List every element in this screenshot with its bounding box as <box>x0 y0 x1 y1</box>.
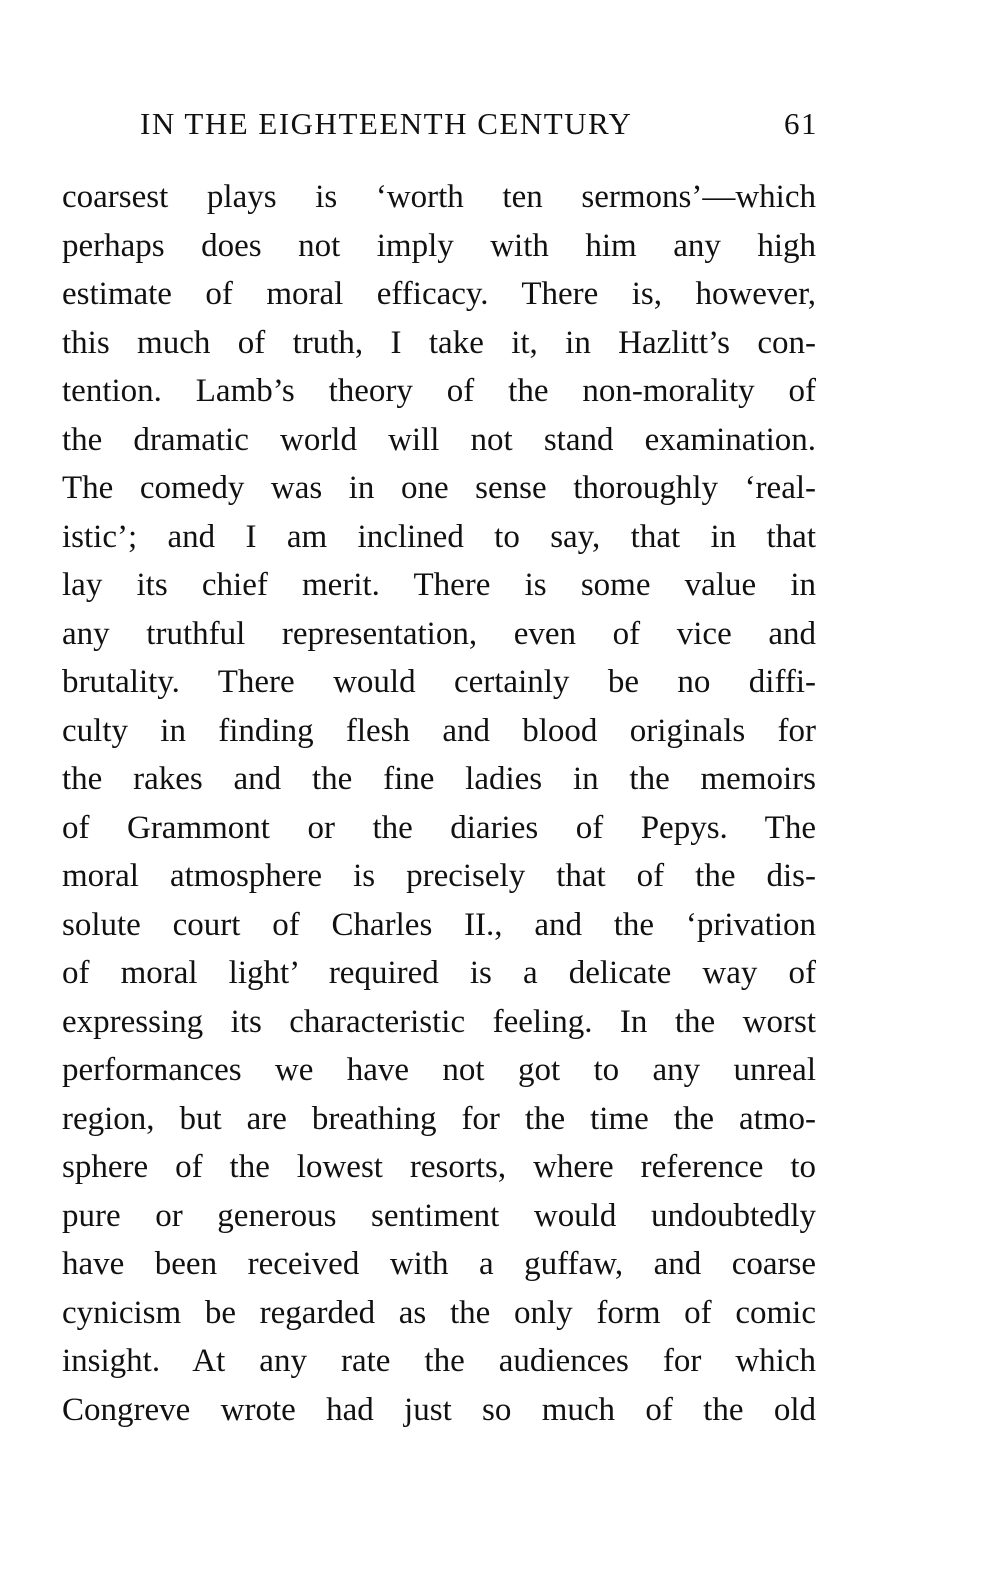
text-line: pure or generous sentiment would undoubtedly <box>62 1197 816 1234</box>
text-line: solute court of Charles II., and the ‘privation <box>62 906 816 943</box>
text-line: brutality. There would certainly be no diffi- <box>62 664 816 700</box>
text-line: this much of truth, I take it, in Hazlitt’s con- <box>62 324 816 361</box>
text-line: perhaps does not imply with him any high <box>62 227 816 264</box>
text-line: moral atmosphere is precisely that of the dis- <box>62 858 816 894</box>
text-line: have been received with a guffaw, and coarse <box>62 1246 816 1282</box>
body-text <box>62 173 816 1434</box>
text-line: performances we have not got to any unreal <box>62 1052 816 1088</box>
text-line: insight. At any rate the audiences for which <box>62 1343 816 1379</box>
running-head <box>140 106 818 150</box>
text-line: the dramatic world will not stand examination. <box>62 421 816 458</box>
text-line: cynicism be regarded as the only form of comic <box>62 1294 816 1331</box>
text-line: tention. Lamb’s theory of the non-morality of <box>62 373 816 409</box>
text-line: coarsest plays is ‘worth ten sermons’—which <box>62 179 816 215</box>
page-number: 61 <box>784 106 818 141</box>
text-line: region, but are breathing for the time the atmo- <box>62 1100 816 1137</box>
text-line: The comedy was in one sense thoroughly ‘real- <box>62 470 816 506</box>
text-line: of Grammont or the diaries of Pepys. The <box>62 809 816 846</box>
text-line: sphere of the lowest resorts, where reference to <box>62 1149 816 1185</box>
text-line: culty in finding flesh and blood originals for <box>62 712 816 749</box>
text-line: istic’; and I am inclined to say, that in that <box>62 518 816 555</box>
text-line: lay its chief merit. There is some value in <box>62 567 816 603</box>
running-title: IN THE EIGHTEENTH CENTURY <box>140 106 633 141</box>
text-line: estimate of moral efficacy. There is, however, <box>62 276 816 312</box>
text-line: the rakes and the fine ladies in the memoirs <box>62 761 816 797</box>
text-line: any truthful representation, even of vice and <box>62 615 816 652</box>
text-line: expressing its characteristic feeling. In the worst <box>62 1003 816 1040</box>
text-line: of moral light’ required is a delicate way of <box>62 955 816 991</box>
text-line: Congreve wrote had just so much of the old <box>62 1391 816 1428</box>
